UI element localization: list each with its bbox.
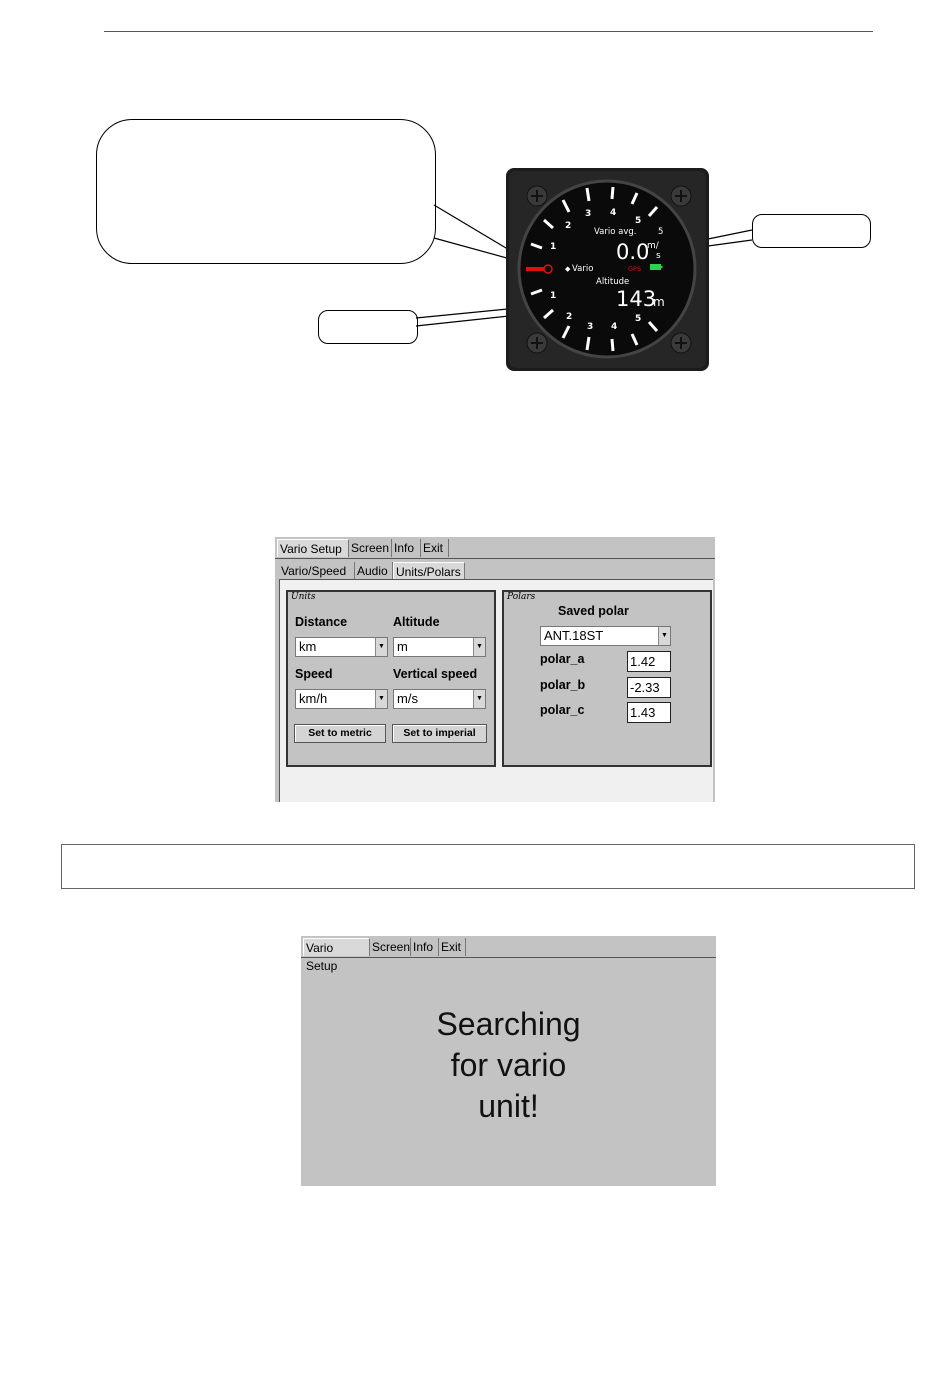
subtab-units-polars[interactable]: Units/Polars xyxy=(393,562,465,580)
vertical-speed-select-value: m/s xyxy=(397,691,418,706)
vario-value: 0.0 xyxy=(616,240,650,264)
note-box xyxy=(61,844,915,889)
speed-select-value: km/h xyxy=(299,691,328,706)
distance-select[interactable] xyxy=(295,637,388,657)
polar-a-input[interactable]: 1.42 xyxy=(627,651,671,672)
tab-exit[interactable]: Exit xyxy=(421,539,449,557)
chevron-down-icon[interactable]: ▼ xyxy=(658,627,670,645)
scale-top-2: 2 xyxy=(565,221,572,231)
main-tabbar xyxy=(301,936,716,973)
tab-vario-setup[interactable]: Vario Setup xyxy=(277,539,349,557)
setup-window xyxy=(275,537,715,802)
units-legend: Units xyxy=(291,592,316,602)
scale-top-1: 1 xyxy=(550,242,557,252)
polars-group xyxy=(502,590,712,767)
mode-label: Vario xyxy=(572,264,594,274)
tab-vario-setup[interactable]: Vario Setup xyxy=(303,938,370,956)
scale-bottom-5: 5 xyxy=(635,314,642,324)
tab-screen[interactable]: Screen xyxy=(372,940,411,954)
altitude-value: 143 xyxy=(616,287,657,311)
polar-c-label: polar_c xyxy=(540,703,585,717)
searching-line-3: unit! xyxy=(478,1088,539,1124)
callout-leader-lines xyxy=(0,0,950,420)
vertical-speed-label: Vertical speed xyxy=(393,667,478,681)
polar-a-label: polar_a xyxy=(540,652,585,666)
units-group xyxy=(286,590,496,767)
units-polars-page xyxy=(279,579,713,802)
chevron-down-icon[interactable]: ▼ xyxy=(473,690,485,708)
vario-avg-value: 5 xyxy=(658,227,664,237)
chevron-down-icon[interactable]: ▼ xyxy=(375,638,387,656)
polar-b-label: polar_b xyxy=(540,678,586,692)
vario-instrument xyxy=(506,168,709,371)
set-metric-button[interactable]: Set to metric xyxy=(294,724,386,743)
needle-hub xyxy=(544,265,552,273)
vario-avg-label: Vario avg. xyxy=(594,227,637,237)
scale-bottom-4: 4 xyxy=(611,322,618,332)
tab-screen[interactable]: Screen xyxy=(349,539,392,557)
scale-bottom-2: 2 xyxy=(566,312,573,322)
main-tabbar xyxy=(275,537,715,559)
saved-polar-value: ANT.18ST xyxy=(544,628,604,643)
altitude-select-value: m xyxy=(397,639,408,654)
saved-polar-select[interactable] xyxy=(540,626,671,646)
sub-tabbar xyxy=(279,560,713,580)
search-window xyxy=(301,936,716,1186)
subtab-audio[interactable]: Audio xyxy=(355,562,393,580)
speed-label: Speed xyxy=(295,667,333,681)
vario-unit-bottom: s xyxy=(656,251,661,261)
distance-select-value: km xyxy=(299,639,317,654)
tab-exit[interactable]: Exit xyxy=(439,938,466,956)
scale-top-5: 5 xyxy=(635,216,642,226)
speed-select[interactable] xyxy=(295,689,388,709)
subtab-vario-speed[interactable]: Vario/Speed xyxy=(279,562,355,580)
altitude-label: Altitude xyxy=(393,615,440,629)
chevron-down-icon[interactable]: ▼ xyxy=(375,690,387,708)
searching-line-2: for vario xyxy=(450,1047,567,1083)
tab-info[interactable]: Info xyxy=(392,539,421,557)
polars-legend: Polars xyxy=(507,592,536,602)
distance-label: Distance xyxy=(295,615,348,629)
scale-top-3: 3 xyxy=(585,209,592,219)
saved-polar-label: Saved polar xyxy=(558,604,629,618)
altitude-select[interactable] xyxy=(393,637,486,657)
polar-c-input[interactable]: 1.43 xyxy=(627,702,671,723)
scale-bottom-1: 1 xyxy=(550,291,557,301)
scale-top-4: 4 xyxy=(610,208,617,218)
battery-icon xyxy=(650,264,661,270)
mode-marker-icon: ◆ xyxy=(565,265,571,273)
scale-bottom-3: 3 xyxy=(587,322,594,332)
altitude-label: Altitude xyxy=(596,277,630,287)
tab-info[interactable]: Info xyxy=(411,938,439,956)
polar-b-input[interactable]: -2.33 xyxy=(627,677,671,698)
searching-message xyxy=(301,1004,716,1127)
vario-unit-top: m/ xyxy=(647,241,659,251)
gps-label: GPS xyxy=(628,265,642,273)
altitude-unit: m xyxy=(653,295,665,309)
set-imperial-button[interactable]: Set to imperial xyxy=(392,724,487,743)
chevron-down-icon[interactable]: ▼ xyxy=(473,638,485,656)
searching-line-1: Searching xyxy=(436,1006,581,1042)
vertical-speed-select[interactable] xyxy=(393,689,486,709)
